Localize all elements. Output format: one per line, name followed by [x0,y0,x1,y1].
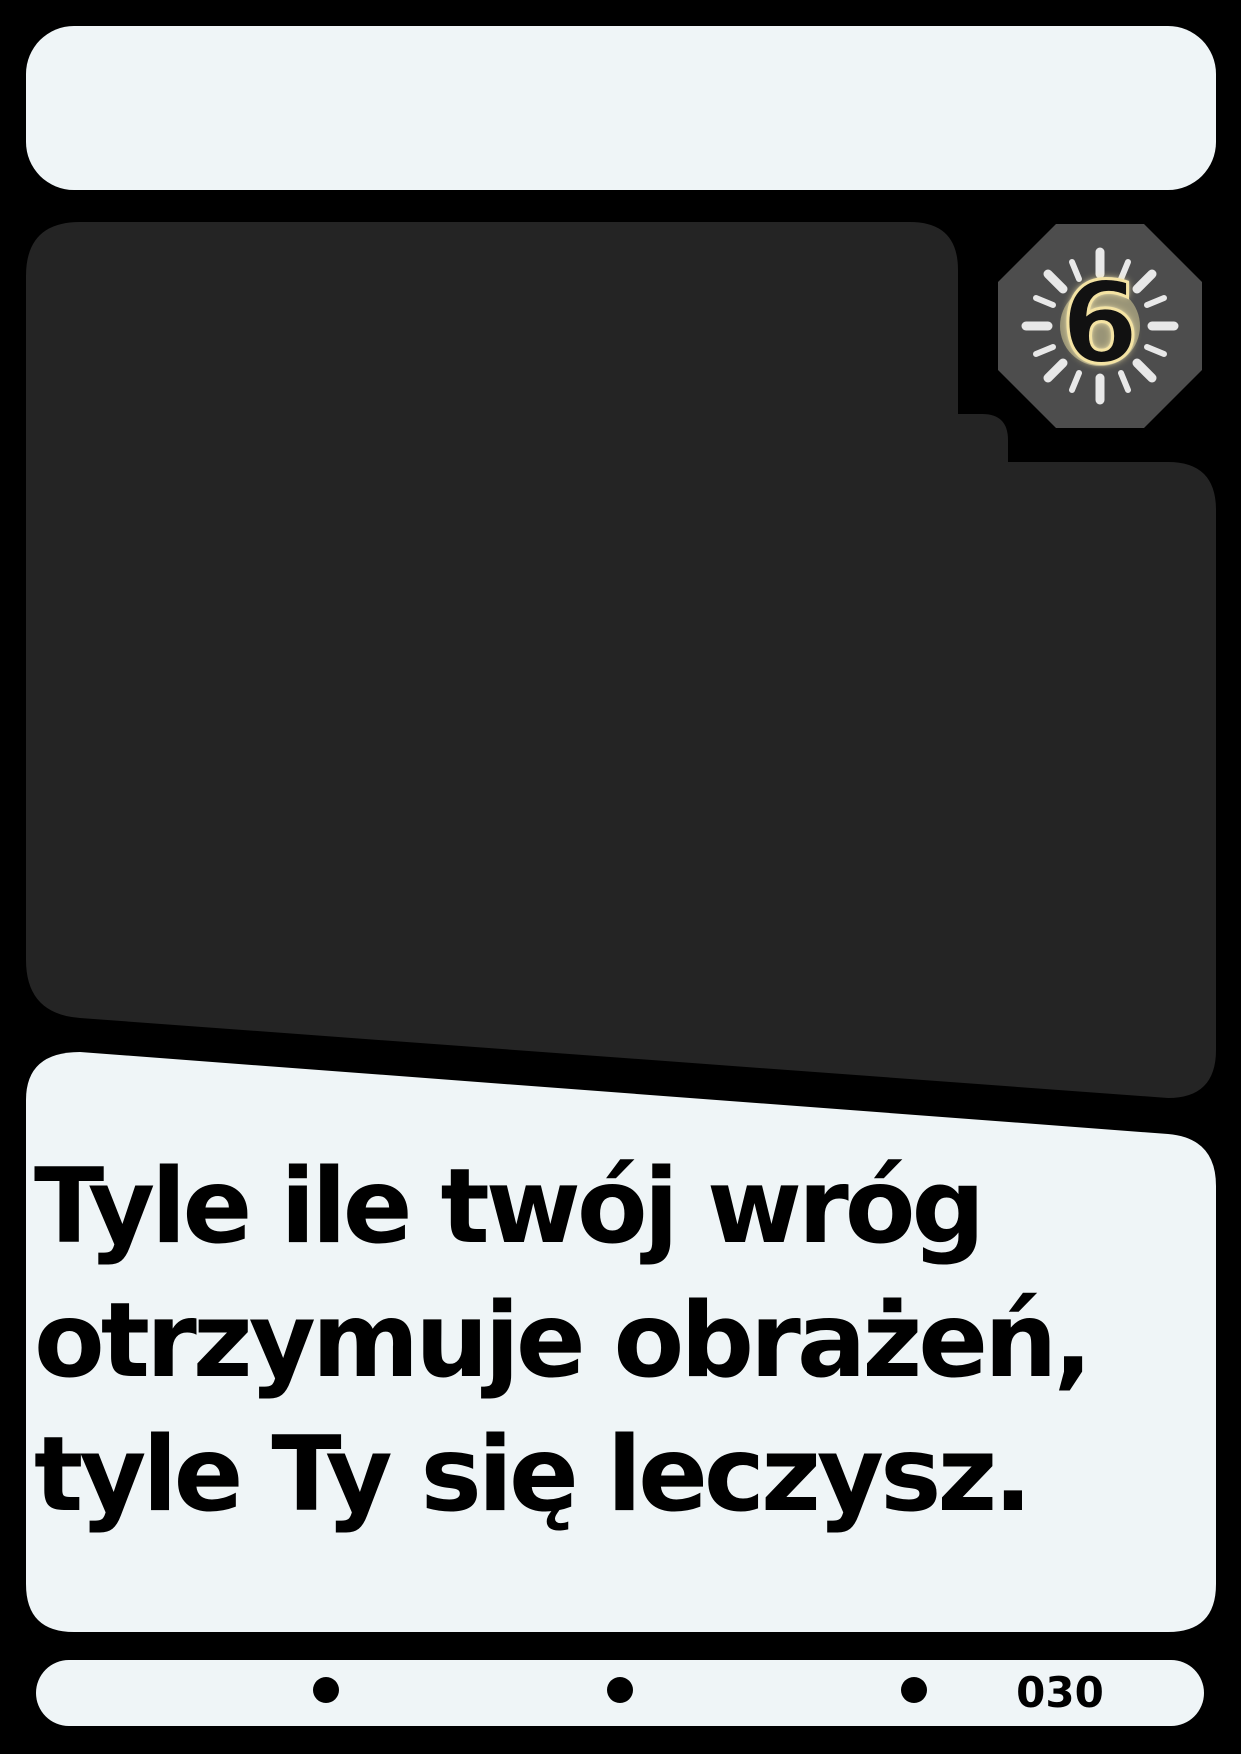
ability-line: Tyle ile twój wróg [34,1147,982,1267]
ability-line: tyle Ty się leczysz. [34,1415,1029,1535]
ability-line: otrzymuje obrażeń, [34,1281,1089,1401]
ability-text [34,1140,1234,1542]
card-number: 030 [1016,1668,1104,1717]
footer-dot [313,1677,339,1703]
footer-dot [607,1677,633,1703]
cost-value: 6 [1061,259,1139,389]
footer-dot [901,1677,927,1703]
